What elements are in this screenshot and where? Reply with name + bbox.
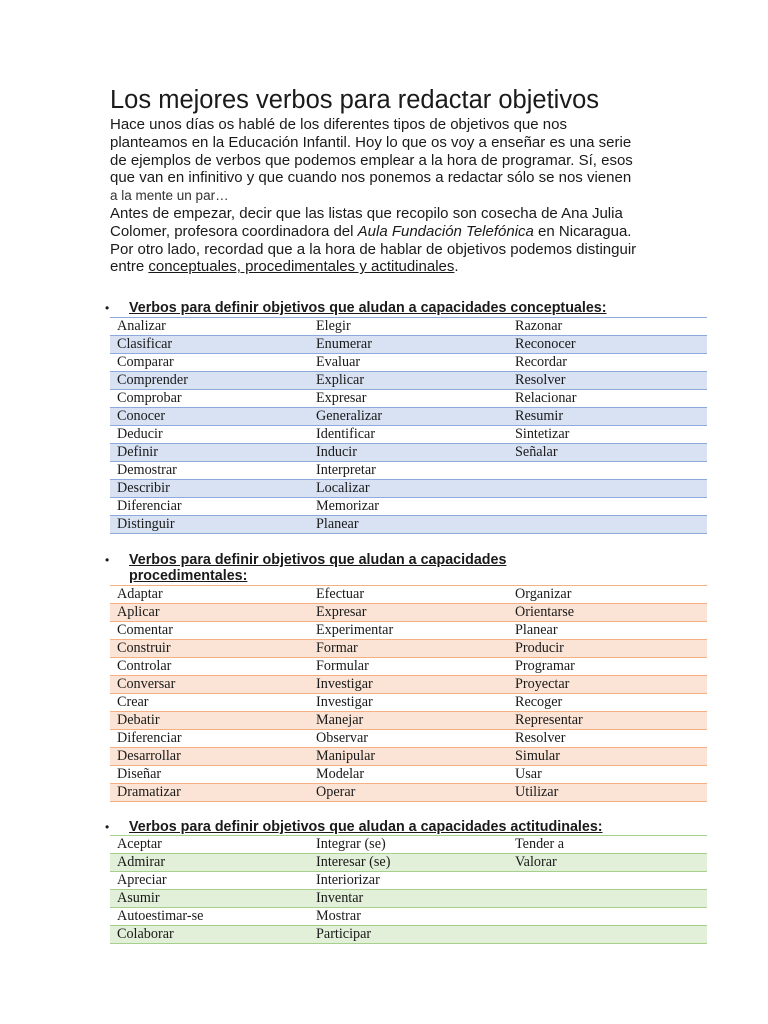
table-cell: Admirar	[110, 854, 309, 872]
objective-types-link[interactable]: conceptuales, procedimentales y actitudinales	[148, 258, 455, 276]
table-row	[110, 836, 707, 854]
page-title: Los mejores verbos para redactar objetivos	[110, 86, 599, 114]
table-cell: Describir	[110, 479, 309, 497]
intro-line: que van en infinitivo y que cuando nos ponemos a redactar sólo se nos vienen	[110, 169, 632, 187]
table-cell	[508, 479, 707, 497]
table-row	[110, 461, 707, 479]
section-actitudinales	[105, 818, 707, 945]
verbs-table-conceptuales	[110, 317, 707, 534]
table-cell: Definir	[110, 443, 309, 461]
table-row	[110, 675, 707, 693]
table-row	[110, 693, 707, 711]
table-cell: Comprender	[110, 371, 309, 389]
intro-paragraph-2	[110, 205, 707, 276]
table-cell: Distinguir	[110, 515, 309, 533]
table-cell: Evaluar	[309, 353, 508, 371]
table-cell: Controlar	[110, 657, 309, 675]
table-cell: Planear	[508, 621, 707, 639]
table-cell: Apreciar	[110, 872, 309, 890]
table-cell: Formular	[309, 657, 508, 675]
verbs-table-actitudinales	[110, 835, 707, 944]
table-cell: Asumir	[110, 890, 309, 908]
table-cell: Investigar	[309, 693, 508, 711]
section-conceptuales	[105, 300, 707, 534]
table-row	[110, 711, 707, 729]
table-row	[110, 854, 707, 872]
intro-text: .	[454, 258, 459, 276]
table-cell: Usar	[508, 765, 707, 783]
table-row	[110, 479, 707, 497]
bullet-icon: •	[105, 819, 110, 834]
table-cell: Clasificar	[110, 335, 309, 353]
section-heading-text: procedimentales:	[129, 568, 248, 585]
table-cell: Interiorizar	[309, 872, 508, 890]
aula-fundacion-text: Aula Fundación Telefónica	[357, 222, 534, 240]
table-cell	[508, 461, 707, 479]
table-cell: Tender a	[508, 836, 707, 854]
table-cell	[508, 926, 707, 944]
table-cell: Resolver	[508, 371, 707, 389]
table-row	[110, 353, 707, 371]
table-cell: Experimentar	[309, 621, 508, 639]
intro-line: Por otro lado, recordad que a la hora de hablar de objetivos podemos distinguir	[110, 240, 637, 258]
table-cell: Simular	[508, 747, 707, 765]
intro-line: Antes de empezar, decir que las listas que recopilo son cosecha de Ana Julia	[110, 204, 623, 222]
table-cell: Desarrollar	[110, 747, 309, 765]
table-row	[110, 425, 707, 443]
table-cell: Programar	[508, 657, 707, 675]
table-row	[110, 621, 707, 639]
intro-line: Hace unos días os hablé de los diferentes tipos de objetivos que nos	[110, 116, 567, 133]
table-cell: Mostrar	[309, 908, 508, 926]
intro-text: en Nicaragua.	[533, 222, 632, 240]
table-cell: Comentar	[110, 621, 309, 639]
table-cell: Identificar	[309, 425, 508, 443]
section-heading-text: Verbos para definir objetivos que aludan a capacidades actitudinales:	[129, 818, 603, 835]
bullet-icon: •	[105, 301, 110, 316]
table-cell: Analizar	[110, 317, 309, 335]
bullet-icon: •	[105, 552, 110, 567]
table-row	[110, 783, 707, 801]
table-cell: Sintetizar	[508, 425, 707, 443]
table-cell: Orientarse	[508, 603, 707, 621]
table-cell: Explicar	[309, 371, 508, 389]
table-cell: Deducir	[110, 425, 309, 443]
table-row	[110, 497, 707, 515]
section-procedimentales	[105, 551, 707, 802]
table-row	[110, 639, 707, 657]
table-row	[110, 890, 707, 908]
table-cell: Reconocer	[508, 335, 707, 353]
table-cell: Localizar	[309, 479, 508, 497]
table-cell: Debatir	[110, 711, 309, 729]
table-cell: Participar	[309, 926, 508, 944]
table-cell: Utilizar	[508, 783, 707, 801]
table-cell: Organizar	[508, 585, 707, 603]
section-heading	[105, 818, 707, 836]
table-cell	[508, 908, 707, 926]
table-cell: Relacionar	[508, 389, 707, 407]
table-cell: Recoger	[508, 693, 707, 711]
section-heading	[105, 551, 707, 585]
table-cell: Operar	[309, 783, 508, 801]
intro-line: de ejemplos de verbos que podemos emplear a la hora de programar. Sí, esos	[110, 151, 633, 169]
table-row	[110, 926, 707, 944]
intro-line-tail: a la mente un par…	[110, 188, 229, 204]
table-cell	[508, 515, 707, 533]
table-cell: Diferenciar	[110, 497, 309, 515]
table-cell: Enumerar	[309, 335, 508, 353]
table-cell: Resolver	[508, 729, 707, 747]
table-cell: Inducir	[309, 443, 508, 461]
intro-line: planteamos en la Educación Infantil. Hoy lo que os voy a enseñar es una serie	[110, 133, 632, 151]
table-cell: Resumir	[508, 407, 707, 425]
table-cell: Aceptar	[110, 836, 309, 854]
table-cell: Señalar	[508, 443, 707, 461]
table-cell: Interesar (se)	[309, 854, 508, 872]
table-cell: Crear	[110, 693, 309, 711]
table-cell	[508, 890, 707, 908]
table-cell: Diferenciar	[110, 729, 309, 747]
table-row	[110, 407, 707, 425]
section-heading-text: Verbos para definir objetivos que aludan a capacidades conceptuales:	[129, 300, 607, 317]
table-cell: Producir	[508, 639, 707, 657]
intro-paragraph-1	[110, 116, 707, 205]
table-row	[110, 872, 707, 890]
table-cell: Generalizar	[309, 407, 508, 425]
table-cell: Valorar	[508, 854, 707, 872]
table-row	[110, 443, 707, 461]
table-cell: Proyectar	[508, 675, 707, 693]
table-cell: Recordar	[508, 353, 707, 371]
table-cell	[508, 497, 707, 515]
table-cell: Autoestimar-se	[110, 908, 309, 926]
table-cell: Expresar	[309, 389, 508, 407]
table-cell: Dramatizar	[110, 783, 309, 801]
table-cell: Observar	[309, 729, 508, 747]
table-cell: Integrar (se)	[309, 836, 508, 854]
table-cell: Conocer	[110, 407, 309, 425]
table-cell: Efectuar	[309, 585, 508, 603]
table-cell: Inventar	[309, 890, 508, 908]
table-cell: Razonar	[508, 317, 707, 335]
table-cell: Representar	[508, 711, 707, 729]
table-row	[110, 657, 707, 675]
table-cell: Interpretar	[309, 461, 508, 479]
table-cell	[508, 872, 707, 890]
intro-text: Colomer, profesora coordinadora del	[110, 222, 358, 240]
table-cell: Comprobar	[110, 389, 309, 407]
section-heading	[105, 300, 707, 317]
section-heading-text: Verbos para definir objetivos que aludan a capacidades	[129, 551, 507, 568]
table-row	[110, 317, 707, 335]
table-cell: Planear	[309, 515, 508, 533]
intro-text: entre	[110, 258, 149, 276]
table-cell: Memorizar	[309, 497, 508, 515]
table-cell: Aplicar	[110, 603, 309, 621]
table-cell: Demostrar	[110, 461, 309, 479]
table-cell: Formar	[309, 639, 508, 657]
table-cell: Manipular	[309, 747, 508, 765]
table-cell: Construir	[110, 639, 309, 657]
verbs-table-procedimentales	[110, 585, 707, 802]
table-cell: Investigar	[309, 675, 508, 693]
table-row	[110, 335, 707, 353]
table-row	[110, 603, 707, 621]
table-row	[110, 765, 707, 783]
table-row	[110, 389, 707, 407]
table-cell: Colaborar	[110, 926, 309, 944]
table-row	[110, 747, 707, 765]
table-row	[110, 908, 707, 926]
table-row	[110, 371, 707, 389]
document-page	[105, 84, 707, 944]
table-cell: Comparar	[110, 353, 309, 371]
table-cell: Diseñar	[110, 765, 309, 783]
table-row	[110, 515, 707, 533]
table-row	[110, 585, 707, 603]
table-cell: Expresar	[309, 603, 508, 621]
table-cell: Elegir	[309, 317, 508, 335]
table-row	[110, 729, 707, 747]
table-cell: Manejar	[309, 711, 508, 729]
table-cell: Modelar	[309, 765, 508, 783]
table-cell: Adaptar	[110, 585, 309, 603]
table-cell: Conversar	[110, 675, 309, 693]
